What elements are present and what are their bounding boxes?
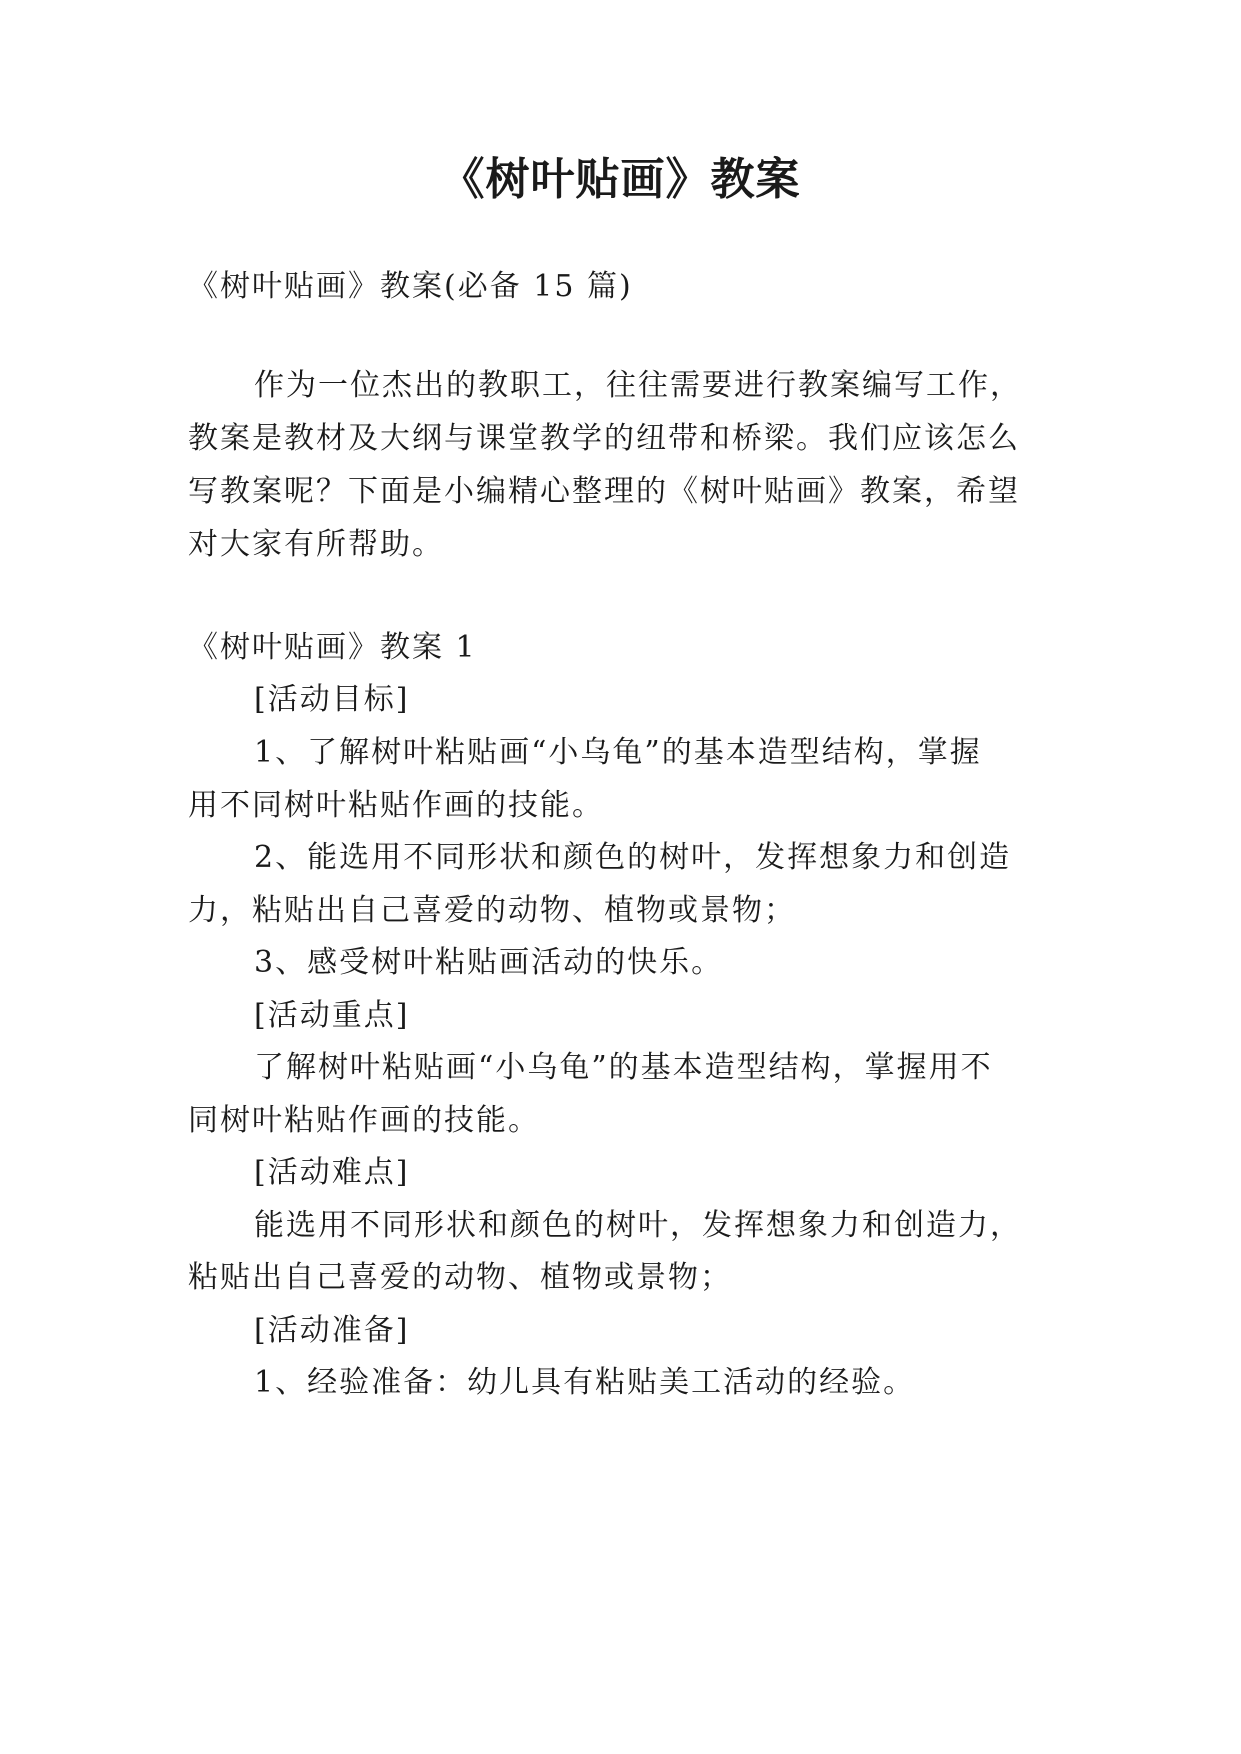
goal-3: 3、感受树叶粘贴画活动的快乐。	[254, 945, 724, 980]
goal-1-line-2: 用不同树叶粘贴作画的技能。	[188, 788, 604, 823]
intro-line-2: 教案是教材及大纲与课堂教学的纽带和桥梁。我们应该怎么	[188, 421, 1020, 456]
intro-line-1: 作为一位杰出的教职工，往往需要进行教案编写工作，	[254, 368, 1022, 403]
difficulty-text-line-1: 能选用不同形状和颜色的树叶，发挥想象力和创造力，	[254, 1208, 1022, 1243]
document-title: 《树叶贴画》教案	[440, 154, 801, 205]
key-text-line-1: 了解树叶粘贴画“小乌龟”的基本造型结构，掌握用不	[254, 1050, 993, 1085]
prep-item-1: 1、经验准备：幼儿具有粘贴美工活动的经验。	[254, 1365, 916, 1400]
intro-line-3: 写教案呢？下面是小编精心整理的《树叶贴画》教案，希望	[188, 474, 1020, 509]
intro-line-4: 对大家有所帮助。	[188, 527, 444, 562]
section-heading: 《树叶贴画》教案 1	[188, 630, 477, 665]
difficulty-label: [活动难点]	[254, 1155, 410, 1190]
prep-label: [活动准备]	[254, 1313, 410, 1348]
document-subtitle: 《树叶贴画》教案(必备 15 篇)	[188, 269, 633, 304]
key-label: [活动重点]	[254, 998, 410, 1033]
difficulty-text-line-2: 粘贴出自己喜爱的动物、植物或景物；	[188, 1260, 732, 1295]
key-text-line-2: 同树叶粘贴作画的技能。	[188, 1103, 540, 1138]
goals-label: [活动目标]	[254, 682, 410, 717]
goal-2-line-2: 力，粘贴出自己喜爱的动物、植物或景物；	[188, 893, 796, 928]
goal-2-line-1: 2、能选用不同形状和颜色的树叶，发挥想象力和创造	[254, 840, 1012, 875]
goal-1-line-1: 1、了解树叶粘贴画“小乌龟”的基本造型结构，掌握	[254, 735, 982, 770]
